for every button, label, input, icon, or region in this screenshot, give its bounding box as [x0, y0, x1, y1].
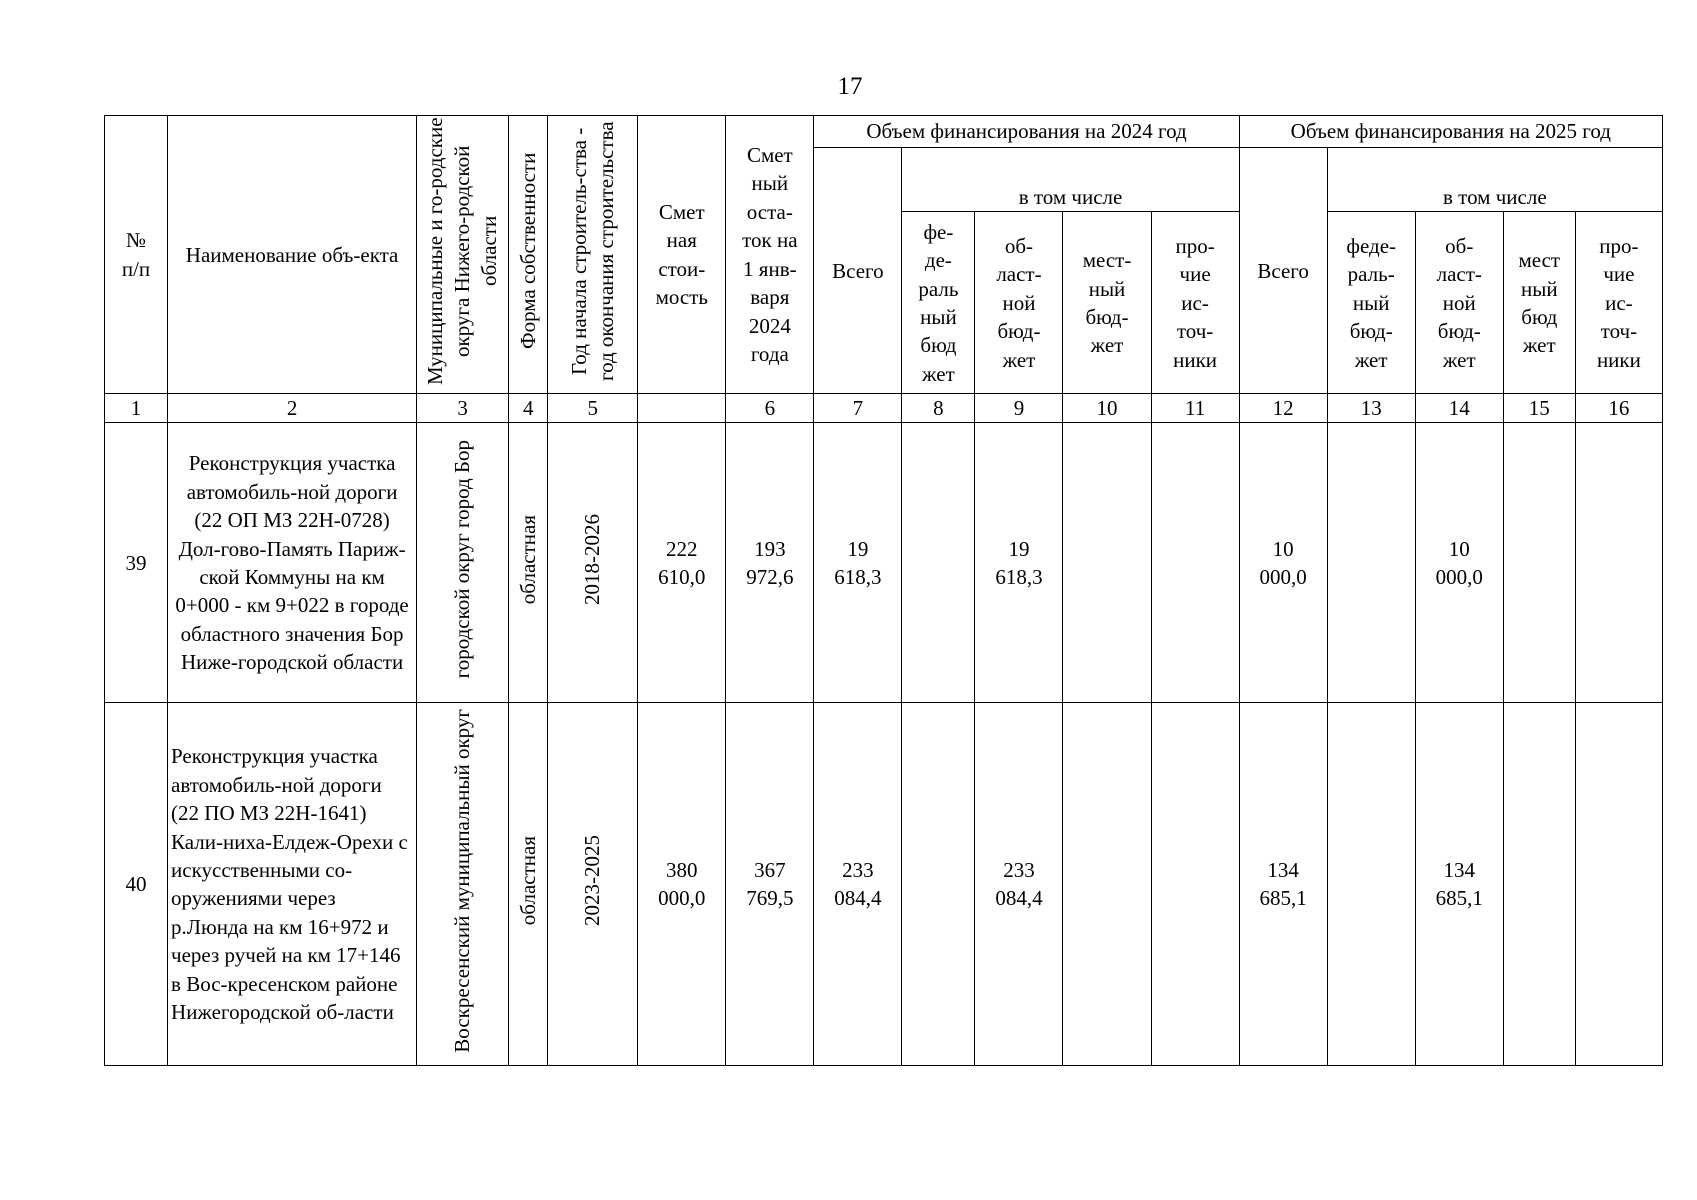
- header-other-2024-text: про- чие ис- точ- ники: [1173, 233, 1218, 372]
- column-number: 16: [1575, 394, 1662, 423]
- header-including-2025-text: в том числе: [1443, 185, 1547, 209]
- column-number: 13: [1327, 394, 1415, 423]
- header-including-2024-text: в том числе: [1018, 185, 1123, 209]
- header-regional-2025-text: об- ласт- ной бюд- жет: [1436, 233, 1482, 372]
- row-years: [548, 423, 638, 703]
- row-ownership: [509, 703, 548, 1066]
- row-total-2024-text: 233 084,4: [834, 858, 882, 911]
- row-estimated-cost-text: 380 000,0: [658, 858, 706, 911]
- column-number: 14: [1415, 394, 1503, 423]
- header-federal-2025-text: феде- раль- ный бюд- жет: [1346, 233, 1397, 372]
- column-number: 7: [814, 394, 902, 423]
- row-remaining-text: 367 769,5: [746, 858, 794, 911]
- row-name: Реконструкция участка автомобиль-ной дороги (22 ОП МЗ 22Н-0728) Дол-гово-Память Париж-ской Коммуны на км 0+000 - км 9+022 в городе областного значения Бор Ниже-городской области: [168, 423, 417, 703]
- row-ownership-text: областная: [515, 514, 540, 604]
- header-years-text: Год начала строитель-ства - год окончания строительства: [566, 121, 618, 381]
- row-years: [548, 703, 638, 1066]
- row-other-2025: [1575, 423, 1662, 703]
- row-regional-2025-text: 10 000,0: [1435, 536, 1483, 589]
- header-remaining-text: Смет ный оста- ток на 1 янв- варя 2024 года: [742, 143, 798, 366]
- row-years-text: 2018-2026: [580, 513, 605, 605]
- row-estimated-cost-text: 222 610,0: [658, 536, 706, 589]
- header-federal-2024: [902, 212, 975, 394]
- column-number: 5: [548, 394, 638, 423]
- table-row: [105, 423, 1663, 703]
- row-total-2025-text: 10 000,0: [1259, 536, 1307, 589]
- column-number: 10: [1063, 394, 1151, 423]
- column-number: 4: [509, 394, 548, 423]
- table-row: [105, 703, 1663, 1066]
- row-ownership-text: областная: [515, 836, 540, 926]
- column-number: 9: [975, 394, 1063, 423]
- row-years-text: 2023-2025: [580, 835, 605, 927]
- row-local-2024: [1063, 423, 1151, 703]
- row-total-2024: [814, 423, 902, 703]
- header-federal-2024-text: фе- де- раль ный бюд жет: [918, 219, 959, 386]
- row-remaining: [726, 703, 814, 1066]
- row-total-2024: [814, 703, 902, 1066]
- header-total-2025: [1239, 148, 1327, 394]
- header-regional-2024-text: об- ласт- ной бюд- жет: [996, 233, 1042, 372]
- header-regional-2024: [975, 212, 1063, 394]
- header-estimated-cost-text: Смет ная стои- мость: [655, 199, 708, 310]
- header-local-2024-text: мест- ный бюд- жет: [1082, 248, 1132, 358]
- header-years: [548, 116, 638, 394]
- header-remaining: [726, 116, 814, 394]
- column-number: 12: [1239, 394, 1327, 423]
- column-number: 8: [902, 394, 975, 423]
- header-num-text: № п/п: [121, 228, 151, 281]
- header-federal-2025: [1327, 212, 1415, 394]
- row-local-2025: [1503, 703, 1575, 1066]
- row-num: 39: [105, 423, 168, 703]
- header-ownership-text: Форма собственности: [515, 152, 540, 350]
- row-total-2025: [1239, 703, 1327, 1066]
- row-total-2025: [1239, 423, 1327, 703]
- row-total-2024-text: 19 618,3: [834, 536, 882, 589]
- row-municipality-text: городской округ город Бор: [450, 440, 475, 679]
- header-row-top: [105, 116, 1663, 148]
- header-total-2024-text: Всего: [832, 258, 884, 283]
- funding-table: [104, 115, 1663, 1066]
- row-name: Реконструкция участка автомобиль-ной дороги (22 ПО МЗ 22Н-1641) Кали-ниха-Елдеж-Орехи с искусственными со-оружениями через р.Люнда на км 16+972 и через ручей на км 17+146 в Вос-кресенском районе Нижегородской об-ласти: [168, 703, 417, 1066]
- header-name: [168, 116, 417, 394]
- row-municipality: [417, 703, 509, 1066]
- row-total-2025-text: 134 685,1: [1259, 858, 1307, 911]
- header-local-2025: [1503, 212, 1575, 394]
- row-regional-2025-text: 134 685,1: [1435, 858, 1483, 911]
- header-other-2025: [1575, 212, 1662, 394]
- column-number: 11: [1151, 394, 1239, 423]
- header-funding-2024: [814, 116, 1239, 148]
- row-estimated-cost: [638, 703, 726, 1066]
- page-number: 17: [837, 73, 863, 100]
- header-regional-2025: [1415, 212, 1503, 394]
- column-numbers-row: [105, 394, 1663, 423]
- header-other-2024: [1151, 212, 1239, 394]
- row-local-2024: [1063, 703, 1151, 1066]
- row-other-2024: [1151, 703, 1239, 1066]
- header-total-2024: [814, 148, 902, 394]
- header-estimated-cost: [638, 116, 726, 394]
- column-number: 6: [726, 394, 814, 423]
- row-federal-2024: [902, 703, 975, 1066]
- row-municipality-text: Воскресенский муниципальный округ: [450, 708, 475, 1053]
- row-estimated-cost: [638, 423, 726, 703]
- header-local-2024: [1063, 212, 1151, 394]
- row-other-2024: [1151, 423, 1239, 703]
- header-total-2025-text: Всего: [1257, 258, 1309, 283]
- row-regional-2024: [975, 423, 1063, 703]
- column-number: 1: [105, 394, 168, 423]
- header-funding-2025: [1239, 116, 1662, 148]
- column-number: 3: [417, 394, 509, 423]
- header-ownership: [509, 116, 548, 394]
- header-num: [105, 116, 168, 394]
- row-remaining-text: 193 972,6: [746, 536, 794, 589]
- header-name-text: Наименование объ-екта: [185, 242, 399, 267]
- row-remaining: [726, 423, 814, 703]
- row-other-2025: [1575, 703, 1662, 1066]
- header-funding-2024-text: Объем финансирования на 2024 год: [866, 119, 1187, 144]
- header-including-2024: [902, 148, 1239, 212]
- row-municipality: [417, 423, 509, 703]
- row-regional-2024-text: 19 618,3: [995, 536, 1043, 589]
- column-number: [638, 394, 726, 423]
- row-regional-2024: [975, 703, 1063, 1066]
- header-municipality: [417, 116, 509, 394]
- header-funding-2025-text: Объем финансирования на 2025 год: [1290, 119, 1611, 144]
- header-local-2025-text: мест ный бюд жет: [1518, 248, 1561, 358]
- header-other-2025-text: про- чие ис- точ- ники: [1596, 233, 1641, 372]
- column-number: 15: [1503, 394, 1575, 423]
- row-federal-2025: [1327, 423, 1415, 703]
- row-num: 40: [105, 703, 168, 1066]
- row-regional-2024-text: 233 084,4: [995, 858, 1043, 911]
- header-municipality-text: Муниципальные и го-родские округа Нижего-родской области: [423, 117, 502, 385]
- row-regional-2025: [1415, 423, 1503, 703]
- column-number: 2: [168, 394, 417, 423]
- row-federal-2025: [1327, 703, 1415, 1066]
- row-local-2025: [1503, 423, 1575, 703]
- row-regional-2025: [1415, 703, 1503, 1066]
- row-ownership: [509, 423, 548, 703]
- header-including-2025: [1327, 148, 1662, 212]
- row-federal-2024: [902, 423, 975, 703]
